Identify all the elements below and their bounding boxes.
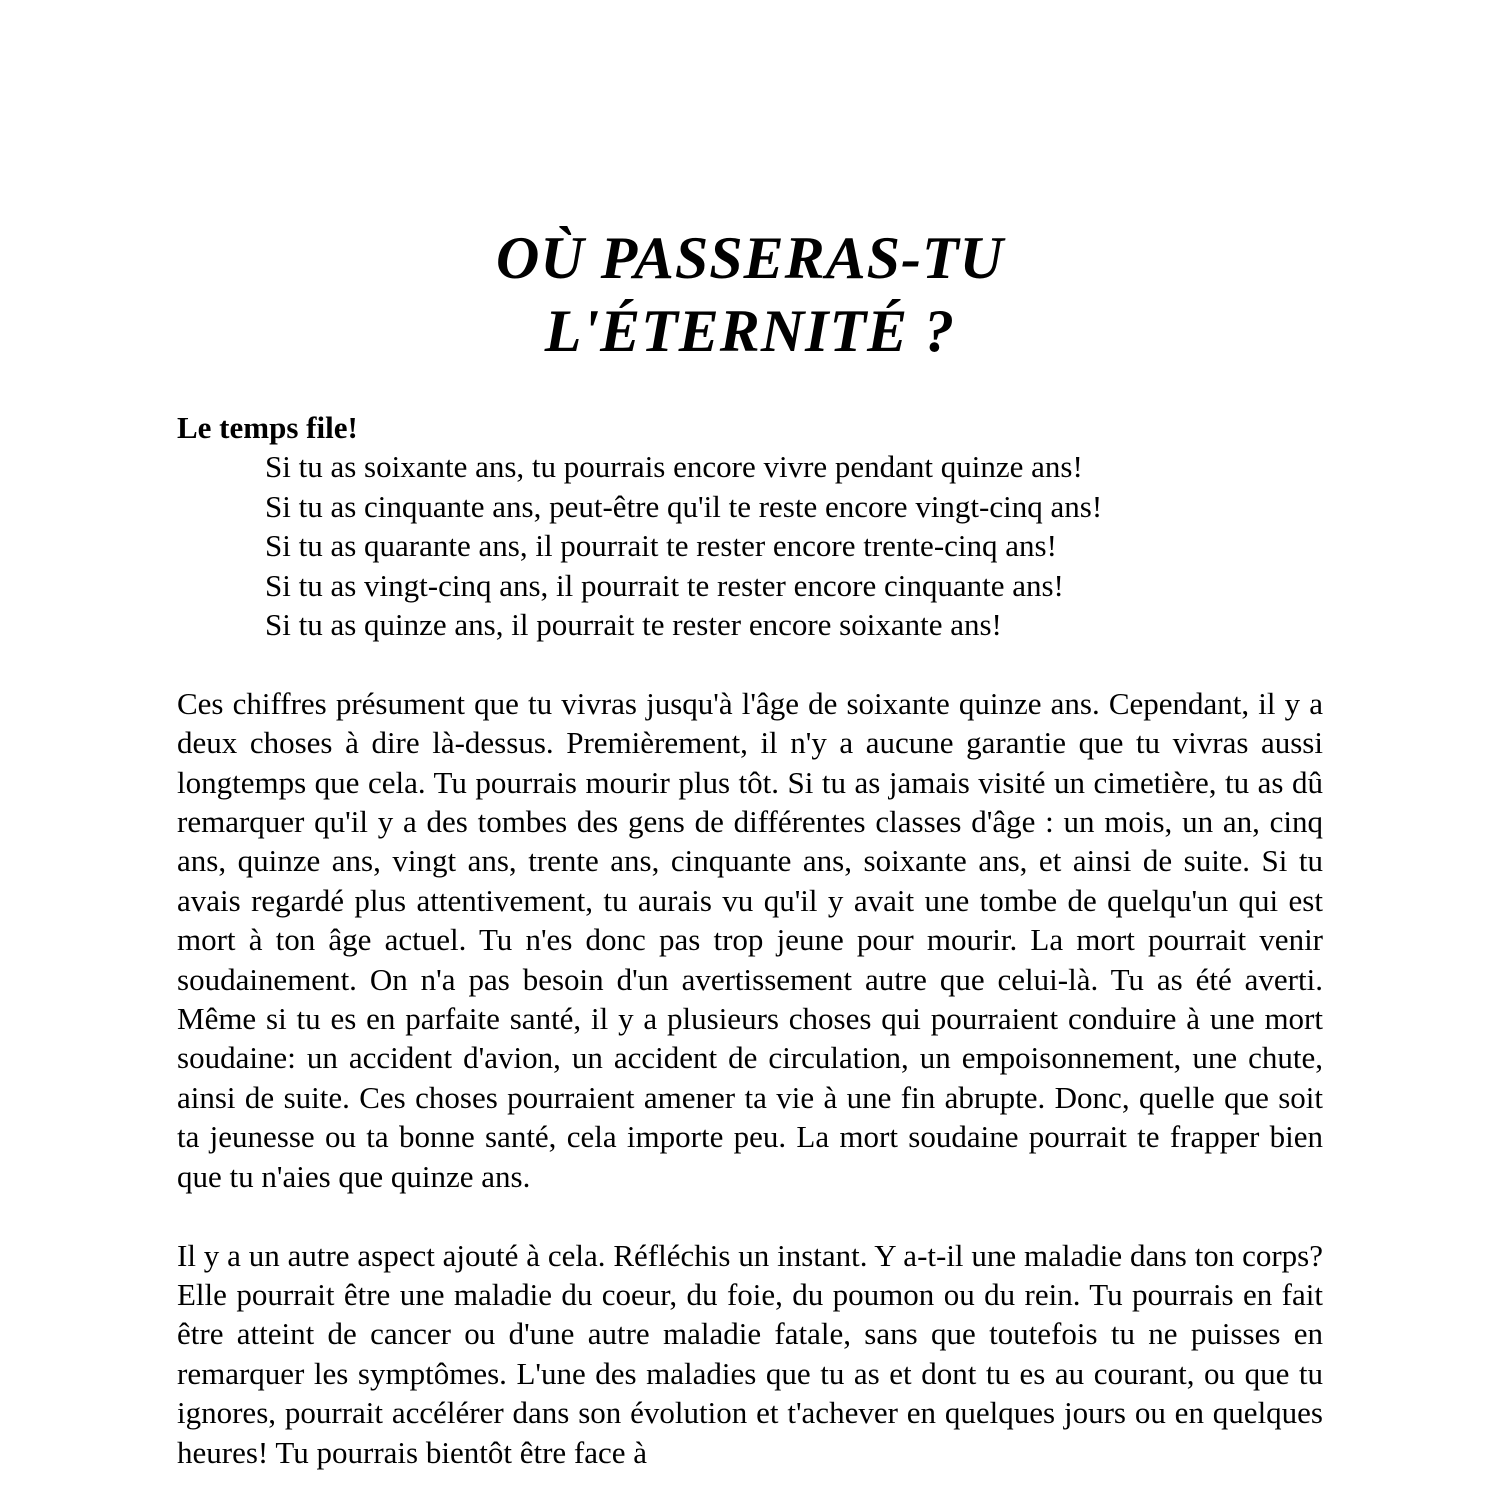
verse-line: Si tu as soixante ans, tu pourrais encore vivre pendant quinze ans! <box>265 449 1083 485</box>
verse-line: Si tu as cinquante ans, peut-être qu'il te reste encore vingt-cinq ans! <box>265 488 1103 524</box>
verse-line: Si tu as vingt-cinq ans, il pourrait te rester encore cinquante ans! <box>265 567 1064 603</box>
verse-line: Si tu as quinze ans, il pourrait te rester encore soixante ans! <box>265 607 1002 643</box>
title-line-1: OÙ PASSERAS-TU <box>495 225 1004 291</box>
title-line-2: L'ÉTERNITÉ ? <box>544 298 956 364</box>
body-paragraph: Ces chiffres présument que tu vivras jusqu'à l'âge de soixante quinze ans. Cependant, il y a deux choses à dire là-dessus. Premièrement, il n'y a aucune garantie que tu vivras aussi longtemps que cela. Tu pourrais mourir plus tôt. Si tu as jamais visité un cimetière, tu as dû remarquer qu'il y a des tombes des gens de différentes classes d'âge : un mois, un an, cinq ans, quinze ans, vingt ans, trente ans, cinquante ans, soixante ans, et ainsi de suite. Si tu avais regardé plus attentivement, tu aurais vu qu'il y avait une tombe de quelqu'un qui est mort à ton âge actuel. Tu n'es donc pas trop jeune pour mourir. La mort pourrait venir soudainement. On n'a pas besoin d'un avertissement autre que celui-là. Tu as été averti. Même si tu es en parfaite santé, il y a plusieurs choses qui pourraient conduire à une mort soudaine: un accident d'avion, un accident de circulation, un empoisonnement, une chute, ainsi de suite. Ces choses pourraient amener ta vie à une fin abrupte. Donc, quelle que soit ta jeunesse ou ta bonne santé, cela importe peu. La mort soudaine pourrait te frapper bien que tu n'aies que quinze ans. <box>177 685 1323 1194</box>
verse-list <box>177 447 1323 644</box>
body-paragraph: Il y a un autre aspect ajouté à cela. Réfléchis un instant. Y a-t-il une maladie dans ton corps? Elle pourrait être une maladie du coeur, du foie, du poumon ou du rein. Tu pourrais en fait être atteint de cancer ou d'une autre maladie fatale, sans que toutefois tu ne puisses en remarquer les symptômes. L'une des maladies que tu as et dont tu es au courant, ou que tu ignores, pourrait accélérer dans son évolution et t'achever en quelques jours ou en quelques heures! Tu pourrais bientôt être face à <box>177 1237 1323 1470</box>
section-heading: Le temps file! <box>177 410 358 445</box>
verse-line: Si tu as quarante ans, il pourrait te rester encore trente-cinq ans! <box>265 528 1057 564</box>
document-body <box>177 408 1323 1472</box>
page-title <box>0 222 1500 368</box>
